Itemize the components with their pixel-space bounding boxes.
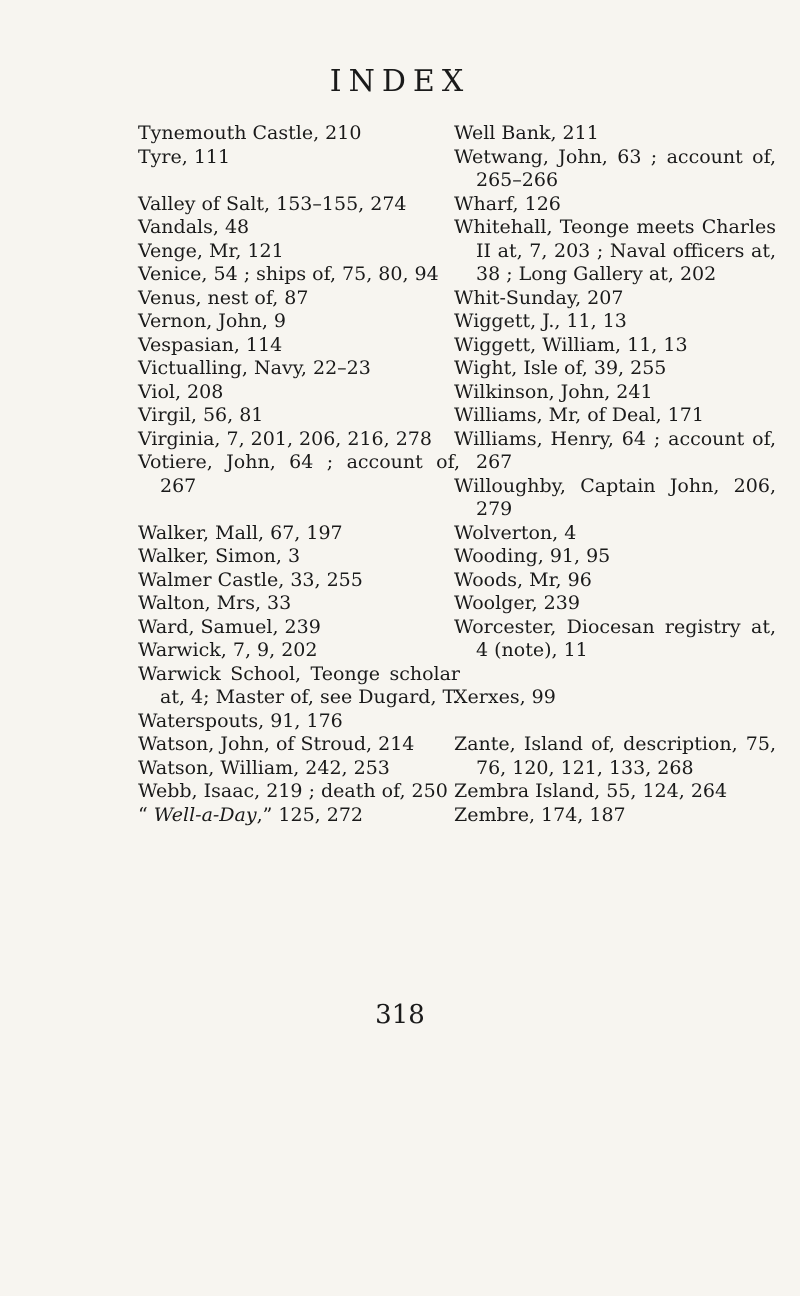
section-gap xyxy=(138,498,460,522)
index-entry: Woolger, 239 xyxy=(454,592,580,614)
index-entry: Well Bank, 211 xyxy=(454,122,599,144)
index-entry xyxy=(138,804,460,828)
page-number: 318 xyxy=(375,1000,425,1030)
index-entry: Willoughby, Captain John, 206, 279 xyxy=(454,474,776,520)
index-entry: Wolverton, 4 xyxy=(454,521,577,544)
index-entry: Walker, Mall, 67, 197 xyxy=(138,521,343,544)
section-gap xyxy=(138,169,460,193)
index-entry: Williams, Henry, 64 ; account of, 267 xyxy=(454,427,776,473)
index-entry: Woods, Mr, 96 xyxy=(454,568,592,591)
index-entry: Worcester, Diocesan registry at, 4 (note), 11 xyxy=(454,615,776,661)
page-title: INDEX xyxy=(329,64,471,99)
index-column-left xyxy=(138,122,460,827)
index-entry: Victualling, Navy, 22–23 xyxy=(138,357,371,379)
index-entry: Virginia, 7, 201, 206, 216, 278 xyxy=(138,427,432,450)
index-entry: Wetwang, John, 63 ; account of, 265–266 xyxy=(454,145,776,191)
index-entry: Vespasian, 114 xyxy=(138,333,283,356)
index-entry: Zembre, 174, 187 xyxy=(454,803,626,826)
index-entry: Wiggett, J., 11, 13 xyxy=(454,310,627,332)
section-gap xyxy=(454,710,776,734)
index-entry: Whitehall, Teonge meets Charles II at, 7, 203 ; Naval officers at, 38 ; Long Gallery at, 202 xyxy=(454,216,776,285)
index-entry: Wiggett, William, 11, 13 xyxy=(454,333,688,356)
index-entry: Virgil, 56, 81 xyxy=(138,404,264,426)
index-entry: Watson, William, 242, 253 xyxy=(138,756,390,779)
index-entry: Venge, Mr, 121 xyxy=(138,239,284,262)
index-entry: Walton, Mrs, 33 xyxy=(138,592,292,614)
index-entry: Wight, Isle of, 39, 255 xyxy=(454,357,667,379)
index-entry: Webb, Isaac, 219 ; death of, 250 xyxy=(138,780,448,802)
entry-italic-title: Well-a-Day xyxy=(153,803,257,826)
index-entry: Ward, Samuel, 239 xyxy=(138,615,321,638)
index-entry: Vandals, 48 xyxy=(138,216,250,238)
index-entry: Williams, Mr, of Deal, 171 xyxy=(454,404,704,426)
entry-prefix: “ xyxy=(138,803,154,826)
index-entry: Watson, John, of Stroud, 214 xyxy=(138,733,415,755)
index-entry: Venice, 54 ; ships of, 75, 80, 94 xyxy=(138,263,439,285)
index-entry: Warwick, 7, 9, 202 xyxy=(138,639,318,661)
index-entry: Tyre, 111 xyxy=(138,145,231,168)
index-entry: Walker, Simon, 3 xyxy=(138,545,301,567)
index-entry: Votiere, John, 64 ; account of, 267 xyxy=(138,451,460,497)
index-entry: Venus, nest of, 87 xyxy=(138,286,309,309)
index-entry: Viol, 208 xyxy=(138,380,224,403)
index-entry: Warwick School, Teonge scholar at, 4; Master of, see Dugard, T. xyxy=(138,662,460,708)
index-entry: Valley of Salt, 153–155, 274 xyxy=(138,192,407,215)
entry-suffix: ,” 125, 272 xyxy=(256,803,364,826)
index-entry: Zante, Island of, description, 75, 76, 120, 121, 133, 268 xyxy=(454,733,776,779)
index-column-right xyxy=(454,122,776,827)
index-entry: Walmer Castle, 33, 255 xyxy=(138,568,363,591)
index-entry: Zembra Island, 55, 124, 264 xyxy=(454,780,728,802)
index-entry: Vernon, John, 9 xyxy=(138,310,286,332)
index-entry: Wooding, 91, 95 xyxy=(454,545,611,567)
index-entry: Waterspouts, 91, 176 xyxy=(138,709,343,732)
index-entry: Whit-Sunday, 207 xyxy=(454,286,624,309)
index-entry: Wharf, 126 xyxy=(454,192,561,215)
index-entry: Wilkinson, John, 241 xyxy=(454,380,653,403)
index-entry: Xerxes, 99 xyxy=(454,686,556,708)
section-gap xyxy=(454,663,776,687)
index-entry: Tynemouth Castle, 210 xyxy=(138,122,362,144)
